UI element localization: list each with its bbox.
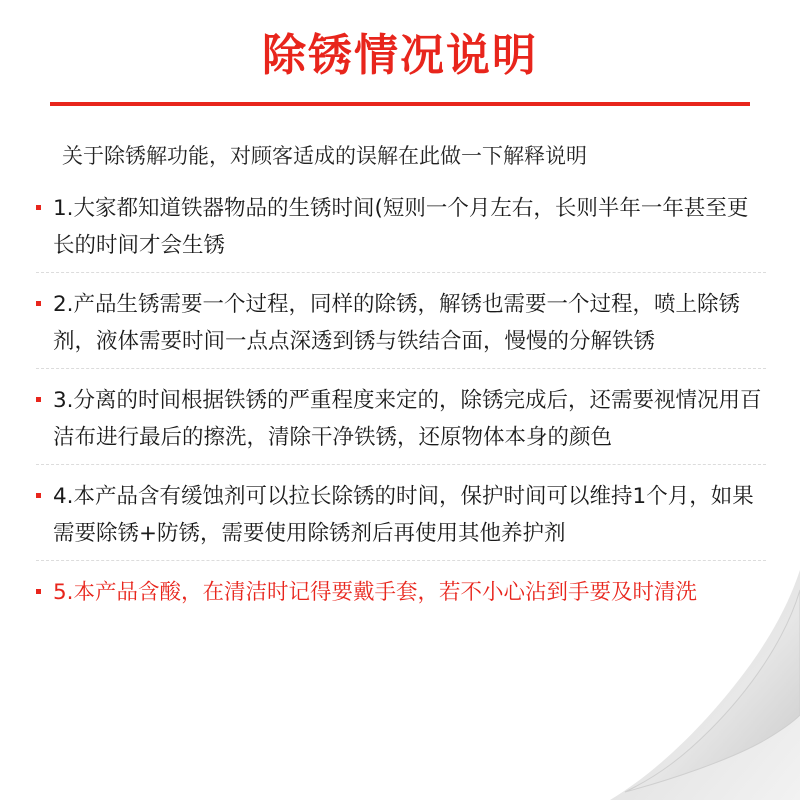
notice-item	[36, 378, 766, 465]
notice-item-text: 4.本产品含有缓蚀剂可以拉长除锈的时间，保护时间可以维持1个月，如果需要除锈+防锈，需要使用除锈剂后再使用其他养护剂	[53, 484, 754, 546]
intro-text: 关于除锈解功能，对顾客适成的误解在此做一下解释说明	[62, 144, 587, 168]
notice-item-text: 1.大家都知道铁器物品的生锈时间(短则一个月左右，长则半年一年甚至更长的时间才会生锈	[53, 196, 749, 258]
notice-list	[36, 186, 766, 628]
notice-item-text: 3.分离的时间根据铁锈的严重程度来定的，除锈完成后，还需要视情况用百洁布进行最后的擦洗，清除干净铁锈，还原物体本身的颜色	[53, 388, 762, 450]
page-curl-decoration	[590, 570, 800, 800]
title-underline	[50, 102, 750, 106]
notice-item	[36, 186, 766, 273]
bullet-marker	[36, 589, 41, 594]
notice-item	[36, 282, 766, 369]
notice-item-text: 2.产品生锈需要一个过程，同样的除锈，解锈也需要一个过程，喷上除锈剂，液体需要时间一点点深透到锈与铁结合面，慢慢的分解铁锈	[53, 292, 741, 354]
notice-item-text: 5.本产品含酸，在清洁时记得要戴手套，若不小心沾到手要及时清洗	[53, 580, 698, 605]
bullet-marker	[36, 301, 41, 306]
bullet-marker	[36, 397, 41, 402]
bullet-marker	[36, 493, 41, 498]
bullet-marker	[36, 205, 41, 210]
notice-item	[36, 474, 766, 561]
page-title: 除锈情况说明	[262, 30, 538, 81]
